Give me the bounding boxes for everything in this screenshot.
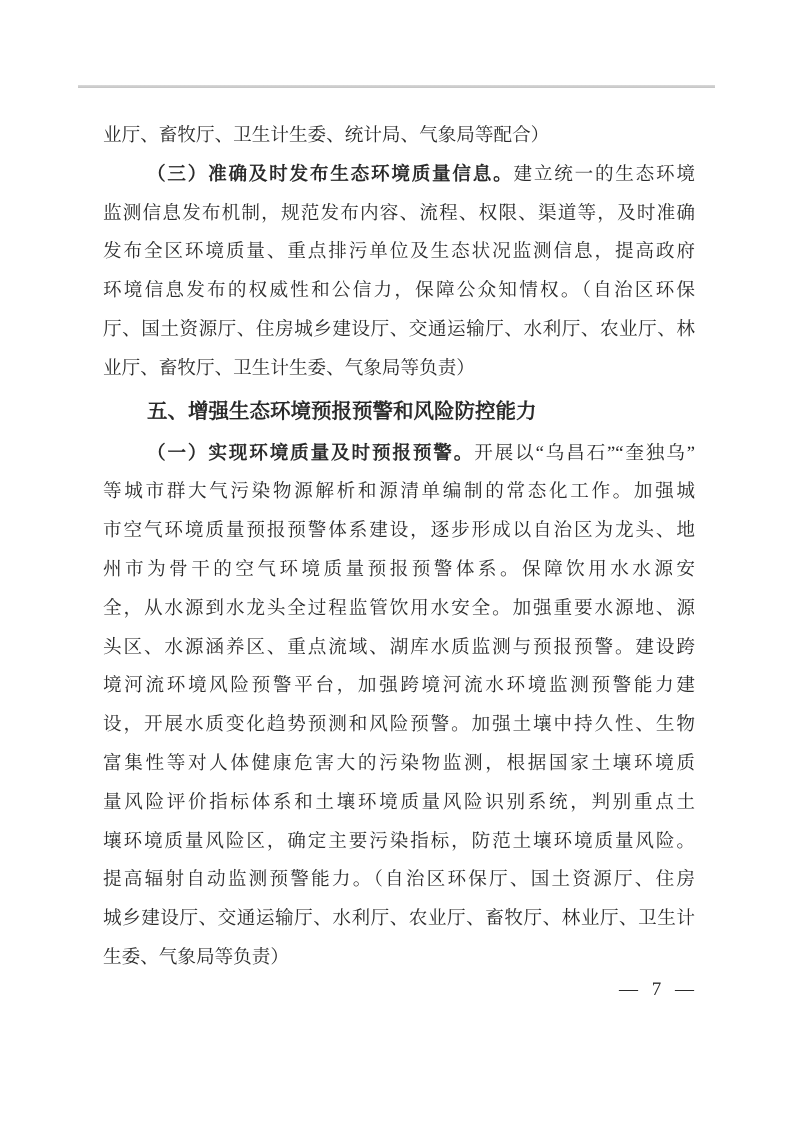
- text-line: [103, 706, 695, 745]
- body-text: 发布全区环境质量、重点排污单位及生态状况监测信息，提高政府: [103, 241, 695, 263]
- body-text: 建立统一的生态环境: [513, 163, 695, 185]
- body-text: 境河流环境风险预警平台，加强跨境河流水环境监测预警能力建: [103, 675, 695, 697]
- body-text: 提高辐射自动监测预警能力。（自治区环保厅、国土资源厅、住房: [103, 869, 695, 891]
- emphasis-text: 五、增强生态环境预报预警和风险防控能力: [147, 399, 537, 423]
- page-number: — 7 —: [619, 979, 695, 1000]
- text-line: [103, 350, 695, 389]
- body-text: 富集性等对人体健康危害大的污染物监测，根据国家土壤环境质: [103, 752, 695, 774]
- text-line: [103, 473, 695, 512]
- text-line: [103, 590, 695, 629]
- emphasis-text: （三）准确及时发布生态环境质量信息。: [147, 163, 514, 185]
- emphasis-text: （一）实现环境质量及时预报预警。: [147, 442, 475, 464]
- body-text: 壤环境质量风险区，确定主要污染指标，防范土壤环境质量风险。: [103, 830, 695, 852]
- body-text: 全，从水源到水龙头全过程监管饮用水安全。加强重要水源地、源: [103, 597, 695, 619]
- body-text: 等城市群大气污染物源解析和源清单编制的常态化工作。加强城: [103, 481, 695, 503]
- text-line: [103, 195, 695, 234]
- text-line: [103, 435, 695, 474]
- text-line: [103, 117, 695, 156]
- text-line: [103, 629, 695, 668]
- body-text: 业厅、畜牧厅、卫生计生委、气象局等负责）: [103, 357, 475, 379]
- section-heading: [103, 389, 695, 435]
- body-text: 城乡建设厅、交通运输厅、水利厅、农业厅、畜牧厅、林业厅、卫生计: [103, 908, 695, 930]
- body-text: 设，开展水质变化趋势预测和风险预警。加强土壤中持久性、生物: [103, 714, 695, 736]
- text-line: [103, 272, 695, 311]
- body-text: 市空气环境质量预报预警体系建设，逐步形成以自治区为龙头、地: [103, 520, 695, 542]
- body-text: 州市为骨干的空气环境质量预报预警体系。保障饮用水水源安: [103, 558, 695, 580]
- header-rule: [78, 85, 715, 88]
- body-text: 环境信息发布的权威性和公信力，保障公众知情权。（自治区环保: [103, 280, 695, 302]
- body-text: 量风险评价指标体系和土壤环境质量风险识别系统，判别重点土: [103, 791, 695, 813]
- text-line: [103, 861, 695, 900]
- body-text: 监测信息发布机制，规范发布内容、流程、权限、渠道等，及时准确: [103, 202, 695, 224]
- text-line: [103, 233, 695, 272]
- text-line: [103, 512, 695, 551]
- body-text: 生委、气象局等负责）: [103, 946, 289, 968]
- document-body: [103, 117, 695, 978]
- page-footer: [103, 975, 695, 1005]
- body-text: 开展以“乌昌石”“奎独乌”: [474, 442, 695, 464]
- text-line: [103, 784, 695, 823]
- text-line: [103, 900, 695, 939]
- text-line: [103, 823, 695, 862]
- text-line: [103, 551, 695, 590]
- body-text: 厅、国土资源厅、住房城乡建设厅、交通运输厅、水利厅、农业厅、林: [103, 318, 695, 340]
- text-line: [103, 311, 695, 350]
- text-line: [103, 745, 695, 784]
- text-line: [103, 939, 695, 978]
- text-line: [103, 667, 695, 706]
- body-text: 业厅、畜牧厅、卫生计生委、统计局、气象局等配合）: [103, 125, 550, 146]
- text-line: [103, 156, 695, 195]
- body-text: 头区、水源涵养区、重点流域、湖库水质监测与预报预警。建设跨: [103, 636, 695, 658]
